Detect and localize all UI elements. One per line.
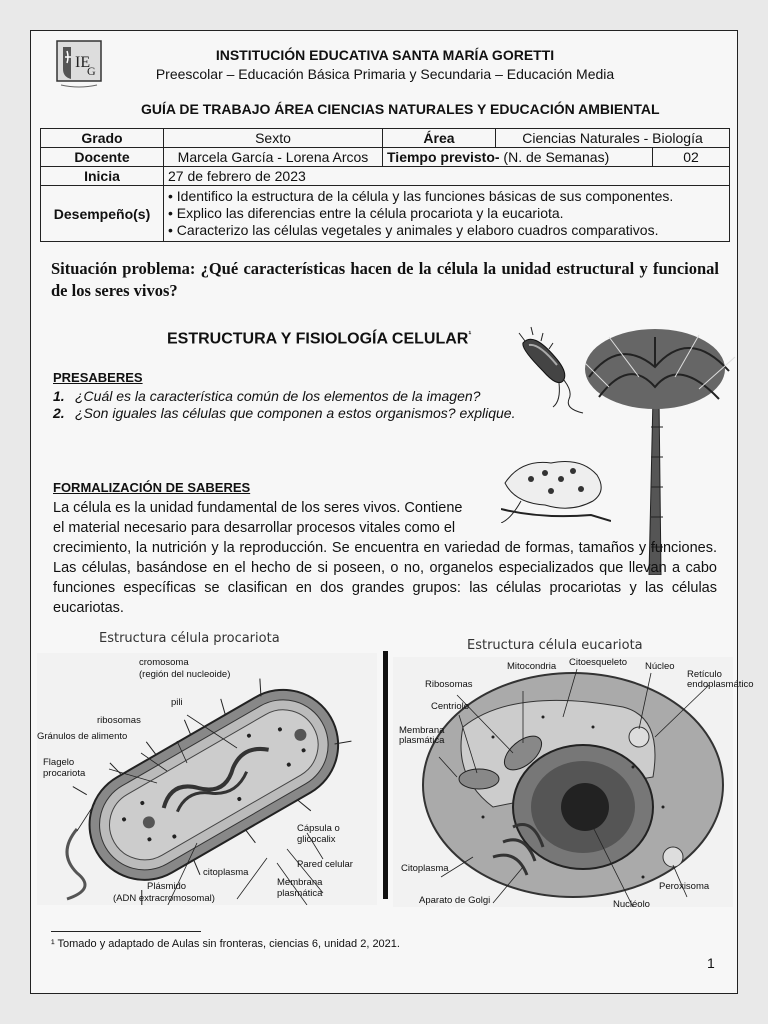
inicia-label: Inicia xyxy=(41,167,164,186)
docente-label: Docente xyxy=(41,148,164,167)
page-number: 1 xyxy=(707,955,715,971)
desempeno-item: • Identifico la estructura de la célula y las funciones básicas de sus componentes. xyxy=(168,188,674,204)
label-citoesqueleto: Citoesqueleto xyxy=(569,657,628,668)
diagram-divider xyxy=(383,651,388,899)
section-title: ESTRUCTURA Y FISIOLOGÍA $CELULAR^{^1}$ xyxy=(167,329,472,348)
footnote: ¹ Tomado y adaptado de Aulas sin fronteras, ciencias 6, unidad 2, 2021. xyxy=(51,938,400,950)
label-capsula: Cápsula o xyxy=(297,823,340,834)
desempeno-item: • Caracterizo las células vegetales y animales y elaboro cuadros comparativos. xyxy=(168,222,659,238)
tiempo-value: 02 xyxy=(653,148,730,167)
label-membrana-euc: Membrana xyxy=(399,725,445,736)
label-plasmido: Plásmido xyxy=(147,881,187,892)
paragraph-line-1: La célula es la unidad fundamental de los seres vivos. Contiene xyxy=(53,500,463,516)
info-table xyxy=(40,128,730,242)
tiempo-unit: (N. de Semanas) xyxy=(499,149,610,165)
label-pili: pili xyxy=(171,697,183,708)
label-citoplasma: citoplasma xyxy=(203,867,249,878)
question-2: 2. ¿Son iguales las células que componen a estos organismos? explique. xyxy=(53,405,516,421)
label-membrana: Membrana xyxy=(277,877,323,888)
grado-label: Grado xyxy=(41,129,164,148)
formalizacion-heading: FORMALIZACIÓN DE SABERES xyxy=(53,480,251,495)
label-flagelo-2: procariota xyxy=(43,768,86,779)
label-membrana-2: plasmática xyxy=(277,888,323,899)
presaberes-heading: PRESABERES xyxy=(53,370,143,385)
label-pared: Pared celular xyxy=(297,859,353,870)
institution-name: INSTITUCIÓN EDUCATIVA SANTA MARÍA GORETTI xyxy=(215,47,555,63)
label-golgi: Aparato de Golgi xyxy=(419,895,491,906)
area-value: Ciencias Naturales - Biología xyxy=(496,129,730,148)
procariota-caption: Estructura célula procariota xyxy=(99,631,280,646)
label-nucleolo: Nucléolo xyxy=(613,899,650,910)
footnote-rule xyxy=(51,931,201,932)
label-membrana-euc-2: plasmática xyxy=(399,735,445,746)
label-nucleo: Núcleo xyxy=(645,661,675,672)
jaguar-illustration xyxy=(501,439,611,523)
area-label: Área xyxy=(383,129,496,148)
label-reticulo: Retículo xyxy=(687,669,722,680)
label-capsula-2: glicocalix xyxy=(297,834,336,845)
label-flagelo: Flagelo xyxy=(43,757,75,768)
document-page xyxy=(30,30,754,994)
paragraph-line-2: el material necesario para desarrollar procesos vitales como el xyxy=(53,520,456,536)
desempeno-label: Desempeño(s) xyxy=(41,186,164,242)
svg-text:G: G xyxy=(87,64,96,78)
question-1: 1. ¿Cuál es la característica común de los elementos de la imagen? xyxy=(53,388,481,404)
paragraph-body: crecimiento, la nutrición y la reproducción. Se encuentra en variedad de formas, tamaños y funciones. Las células, basándose en el hecho de si poseen, o no, organelos especializados que llevan a cabo funciones específicas se clasifican en dos grandes grupos: las células procariotas y las células eucariotas. xyxy=(53,540,717,616)
inicia-value: 27 de febrero de 2023 xyxy=(164,167,730,186)
institution-levels: Preescolar – Educación Básica Primaria y Secundaria – Educación Media xyxy=(155,66,615,82)
label-plasmido-2: (ADN extracromosomal) xyxy=(113,893,215,904)
label-nucleoide: (región del nucleoide) xyxy=(139,669,231,680)
label-granulos: Gránulos de alimento xyxy=(37,731,128,742)
desempeno-item: • Explico las diferencias entre la célula procariota y la eucariota. xyxy=(168,205,564,221)
label-peroxisoma: Peroxisoma xyxy=(659,881,710,892)
label-reticulo-2: endoplasmático xyxy=(687,679,754,690)
svg-text:IE: IE xyxy=(75,54,91,71)
situacion-problema: Situación problema: ¿Qué características hacen de la célula la unidad estructural y funcional de los seres vivos? xyxy=(51,259,719,300)
tiempo-cell xyxy=(383,148,653,167)
eucariota-caption: Estructura célula eucariota xyxy=(467,638,643,653)
label-ribosomas-euc: Ribosomas xyxy=(425,679,473,690)
label-mitocondria: Mitocondria xyxy=(507,661,557,672)
grado-value: Sexto xyxy=(164,129,383,148)
guide-title: GUÍA DE TRABAJO ÁREA CIENCIAS NATURALES Y EDUCACIÓN AMBIENTAL xyxy=(141,101,660,117)
desempeno-list xyxy=(164,186,730,242)
docente-value: Marcela García - Lorena Arcos xyxy=(164,148,383,167)
tiempo-label: Tiempo previsto- xyxy=(387,149,500,165)
label-centriolo: Centriolo xyxy=(431,701,470,712)
label-cromosoma: cromosoma xyxy=(139,657,189,668)
label-ribosomas: ribosomas xyxy=(97,715,141,726)
label-citoplasma-euc: Citoplasma xyxy=(401,863,449,874)
